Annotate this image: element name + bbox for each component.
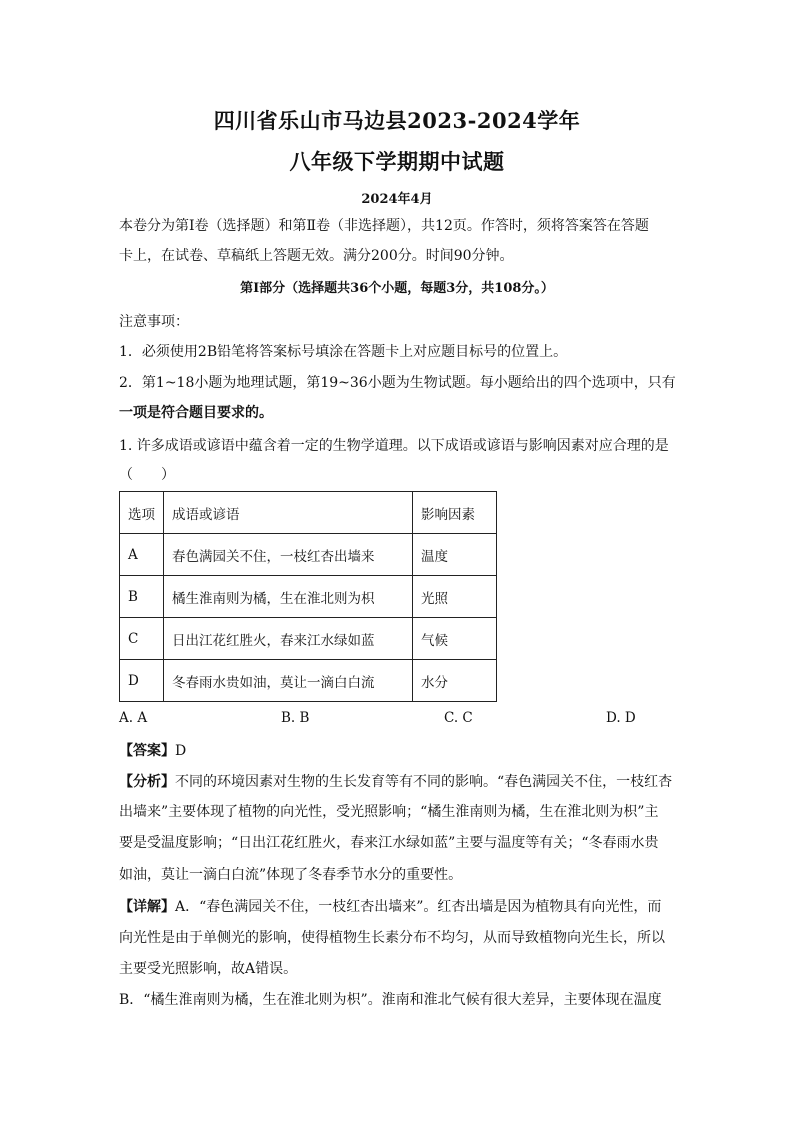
- detail-line2: 向光性是由于单侧光的影响，使得植物生长素分布不均匀，从而导致植物向光生长，所以: [119, 930, 665, 946]
- detail-line3: 主要受光照影响，故A错误。: [119, 961, 298, 977]
- table-row: [120, 534, 497, 576]
- detail-label: 【详解】: [119, 899, 175, 915]
- analysis-text: 不同的环境因素对生物的生长发育等有不同的影响。“春色满园关不住，一枝红杏: [175, 774, 673, 790]
- notes-item2-line1: 2．第1~18小题为地理试题，第19~36小题为生物试题。每小题给出的四个选项中，只有: [119, 375, 676, 391]
- table-cell: 冬春雨水贵如油，莫让一滴白白流: [164, 660, 413, 702]
- option-d: D. D: [606, 710, 636, 726]
- document-title-line1: 四川省乐山市马边县2023-2024学年: [213, 108, 581, 133]
- intro-line2: 卡上，在试卷、草稿纸上答题无效。满分200分。时间90分钟。: [119, 248, 514, 264]
- document-title-line2: 八年级下学期期中试题: [289, 149, 505, 174]
- answer-value: D: [175, 743, 187, 759]
- table-cell: 气候: [413, 618, 497, 660]
- table-header-row: [120, 492, 497, 534]
- exam-date: 2024年4月: [361, 192, 433, 207]
- analysis-line1: [119, 772, 679, 792]
- part1-heading: 第Ⅰ部分（选择题共36个小题，每题3分，共108分。）: [240, 281, 554, 296]
- option-a: A. A: [119, 710, 148, 726]
- table-header-cell: 选项: [120, 492, 164, 534]
- table-row: [120, 660, 497, 702]
- table-cell: 光照: [413, 576, 497, 618]
- table-header-cell: 影响因素: [413, 492, 497, 534]
- option-c: C. C: [444, 710, 473, 726]
- table-cell: 橘生淮南则为橘，生在淮北则为枳: [164, 576, 413, 618]
- detail-text: A．“春色满园关不住，一枝红杏出墙来”。红杏出墙是因为植物具有向光性，而: [175, 899, 662, 915]
- question1-table: [119, 491, 497, 702]
- detail-line4: B．“橘生淮南则为橘，生在淮北则为枳”。淮南和淮北气候有很大差异，主要体现在温度: [119, 992, 662, 1008]
- analysis-line4: 如油，莫让一滴白白流”体现了冬春季节水分的重要性。: [119, 867, 463, 883]
- table-cell: 日出江花红胜火，春来江水绿如蓝: [164, 618, 413, 660]
- notes-item1: 1．必须使用2B铅笔将答案标号填涂在答题卡上对应题目标号的位置上。: [119, 344, 568, 360]
- analysis-line3: 要是受温度影响；“日出江花红胜火，春来江水绿如蓝”主要与温度等有关；“冬春雨水贵: [119, 835, 659, 851]
- table-header-cell: 成语或谚语: [164, 492, 413, 534]
- notes-item2-line2: 一项是符合题目要求的。: [119, 405, 273, 421]
- table-cell: D: [120, 660, 164, 702]
- answer-line: [119, 741, 679, 761]
- analysis-line2: 出墙来”主要体现了植物的向光性，受光照影响；“橘生淮南则为橘，生在淮北则为枳”主: [119, 804, 659, 820]
- table-row: [120, 576, 497, 618]
- question1-stem-line2: （ ）: [119, 467, 175, 483]
- answer-label: 【答案】: [119, 743, 175, 759]
- table-cell: 温度: [413, 534, 497, 576]
- table-cell: 春色满园关不住，一枝红杏出墙来: [164, 534, 413, 576]
- table-cell: C: [120, 618, 164, 660]
- table-cell: B: [120, 576, 164, 618]
- table-cell: 水分: [413, 660, 497, 702]
- analysis-label: 【分析】: [119, 774, 175, 790]
- table-row: [120, 618, 497, 660]
- table-cell: A: [120, 534, 164, 576]
- detail-line1: [119, 897, 679, 917]
- option-b: B. B: [281, 710, 310, 726]
- question1-stem-line1: 1. 许多成语或谚语中蕴含着一定的生物学道理。以下成语或谚语与影响因素对应合理的是: [119, 438, 669, 454]
- intro-line1: 本卷分为第Ⅰ卷（选择题）和第Ⅱ卷（非选择题），共12页。作答时，须将答案答在答题: [119, 218, 649, 234]
- notes-title: 注意事项：: [119, 314, 189, 330]
